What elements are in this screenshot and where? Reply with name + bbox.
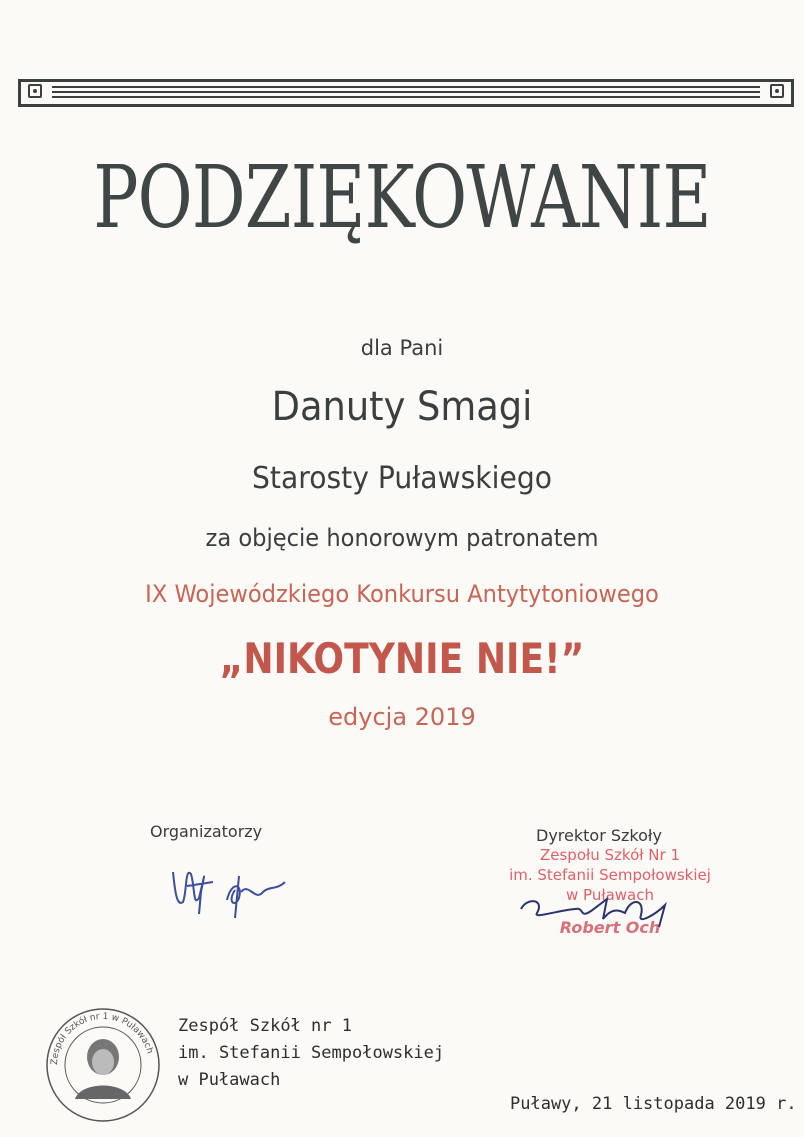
contest-name: IX Wojewódzkiego Konkursu Antytytoniowego [145, 580, 659, 608]
thanks-reason: za objęcie honorowym patronatem [205, 524, 599, 552]
organizers-label: Organizatorzy [150, 822, 263, 841]
recipient-prefix: dla Pani [360, 336, 444, 360]
school-name-line3: w Puławach [178, 1070, 281, 1090]
seal-text: Zespół Szkół nr 1 w Puławach [49, 1011, 155, 1066]
director-stamp-name: Robert Och [559, 918, 661, 937]
organizers-signature [165, 852, 295, 922]
director-stamp-line2: im. Stefanii Sempołowskiej [509, 866, 711, 884]
school-name-line2: im. Stefanii Sempołowskiej [178, 1043, 445, 1063]
school-name-line1: Zespół Szkół nr 1 [178, 1016, 352, 1036]
director-stamp-line1: Zespołu Szkół Nr 1 [539, 846, 680, 864]
document-date: Puławy, 21 listopada 2019 r. [510, 1094, 797, 1114]
contest-edition: edycja 2019 [328, 703, 476, 731]
director-label: Dyrektor Szkoły [536, 826, 662, 845]
contest-slogan: „NIKOTYNIE NIE!” [219, 634, 585, 683]
director-stamp-line3: w Puławach [566, 886, 654, 904]
document-title: PODZIĘKOWANIE [93, 148, 711, 248]
recipient-role: Starosty Puławskiego [252, 461, 552, 496]
director-signature [515, 885, 675, 930]
top-border-ornament [18, 79, 794, 107]
school-seal [45, 1007, 161, 1123]
recipient-name: Danuty Smagi [271, 384, 533, 430]
